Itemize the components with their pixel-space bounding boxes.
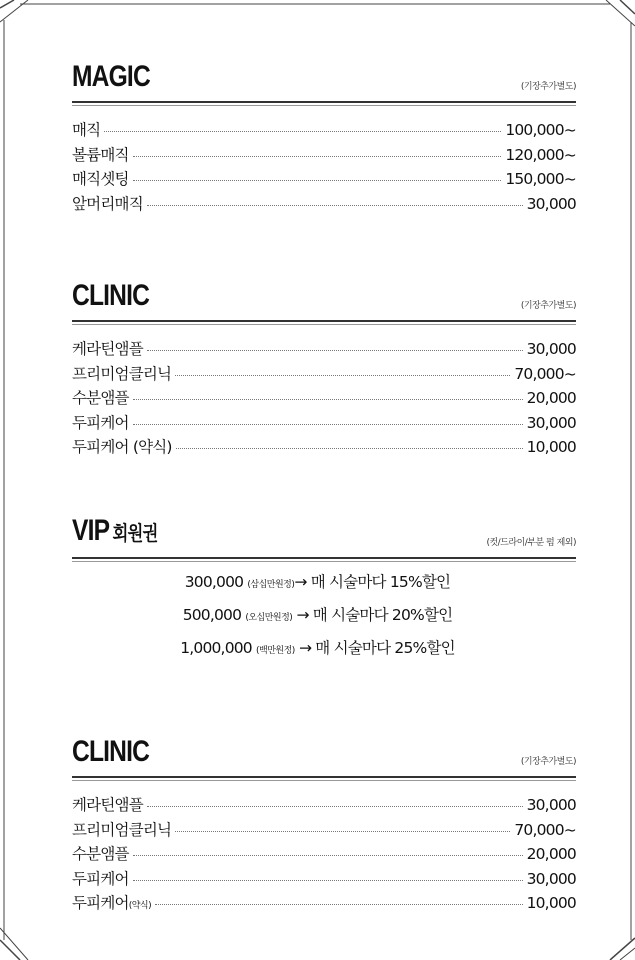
section-note: (기장추가별도) <box>520 757 576 767</box>
price-item <box>72 362 576 387</box>
item-price: 30,000 <box>526 340 576 358</box>
section-divider <box>72 776 576 781</box>
price-item <box>72 411 576 436</box>
section-header <box>72 277 576 311</box>
vip-subtitle: 회원권 <box>112 521 158 545</box>
dot-leader <box>133 180 502 181</box>
price-item <box>72 143 576 168</box>
item-name: 앞머리매직 <box>72 194 143 213</box>
section-title: CLINIC <box>72 279 150 312</box>
item-name: 매직셋팅 <box>72 170 129 188</box>
item-name: 수분앰플 <box>72 389 129 407</box>
item-name-suffix: (약식) <box>128 901 152 911</box>
item-name: 볼륨매직 <box>72 145 129 164</box>
item-name: 두피케어 <box>72 413 129 432</box>
price-list <box>72 337 576 460</box>
item-name: 수분앰플 <box>72 845 129 863</box>
vip-amount-note: (오십만원정) <box>245 613 293 623</box>
item-price: 70,000~ <box>514 820 576 839</box>
item-name: 매직 <box>72 121 101 139</box>
item-name-main: 두피케어 <box>72 894 129 912</box>
section-divider <box>72 101 576 106</box>
price-item <box>72 167 576 192</box>
dot-leader <box>133 399 523 400</box>
item-name: 케라틴앰플 <box>72 796 143 814</box>
vip-title: VIP <box>72 514 110 547</box>
vip-line <box>0 599 635 632</box>
price-list <box>72 118 576 216</box>
section-title: CLINIC <box>72 735 150 768</box>
item-price: 20,000 <box>526 389 576 407</box>
item-price: 10,000 <box>526 438 576 456</box>
vip-benefit: → 매 시술마다 25%할인 <box>298 639 455 657</box>
item-price: 30,000 <box>526 413 576 432</box>
item-price: 120,000~ <box>505 145 576 164</box>
vip-amount-note: (삼십만원정) <box>247 580 295 590</box>
dot-leader <box>175 831 510 832</box>
item-price: 30,000 <box>526 796 576 814</box>
price-item <box>72 867 576 892</box>
item-price: 70,000~ <box>514 364 576 383</box>
dot-leader <box>133 880 523 881</box>
price-item <box>72 118 576 143</box>
dot-leader <box>133 855 523 856</box>
vip-amount: 1,000,000 <box>180 639 252 657</box>
price-item <box>72 793 576 818</box>
item-price: 20,000 <box>526 845 576 863</box>
price-item <box>72 192 576 217</box>
item-price: 30,000 <box>526 869 576 888</box>
item-price: 100,000~ <box>505 121 576 139</box>
price-item <box>72 891 576 916</box>
dot-leader <box>155 904 522 905</box>
item-name <box>72 891 151 913</box>
section-header <box>72 733 576 767</box>
dot-leader <box>147 205 523 206</box>
price-item <box>72 435 576 460</box>
section-title: MAGIC <box>72 60 150 93</box>
price-list <box>72 793 576 916</box>
section-note: (컷/드라이/부분 펌 제외) <box>486 538 576 548</box>
item-price: 150,000~ <box>505 170 576 188</box>
item-name: 프리미엄클리닉 <box>72 364 172 383</box>
vip-line <box>0 566 635 599</box>
dot-leader <box>175 375 510 376</box>
section-clinic-2 <box>72 733 576 916</box>
section-note: (기장추가별도) <box>520 301 576 311</box>
item-name: 프리미엄클리닉 <box>72 820 172 839</box>
section-header <box>72 58 576 92</box>
section-note: (기장추가별도) <box>520 82 576 92</box>
section-header <box>72 514 576 548</box>
dot-leader <box>147 806 523 807</box>
section-clinic <box>72 277 576 460</box>
item-name: 두피케어 <box>72 869 129 888</box>
dot-leader <box>176 448 523 449</box>
item-name: 두피케어 (약식) <box>72 438 172 456</box>
dot-leader <box>133 424 523 425</box>
section-divider <box>72 320 576 325</box>
section-vip <box>72 514 576 562</box>
section-title <box>72 516 158 548</box>
vip-line <box>0 632 635 665</box>
item-price: 30,000 <box>526 194 576 213</box>
section-divider <box>72 557 576 562</box>
item-price: 10,000 <box>526 894 576 912</box>
vip-benefit: → 매 시술마다 15%할인 <box>294 573 451 591</box>
vip-benefit: → 매 시술마다 20%할인 <box>296 606 453 624</box>
dot-leader <box>104 131 501 132</box>
vip-amount: 300,000 <box>184 573 244 591</box>
vip-amount-note: (백만원정) <box>256 646 295 656</box>
dot-leader <box>147 350 523 351</box>
dot-leader <box>133 156 502 157</box>
item-name: 케라틴앰플 <box>72 340 143 358</box>
price-item <box>72 842 576 867</box>
vip-membership-list <box>0 566 635 665</box>
price-item <box>72 337 576 362</box>
price-item <box>72 818 576 843</box>
vip-amount: 500,000 <box>182 606 242 624</box>
section-magic <box>72 58 576 216</box>
price-item <box>72 386 576 411</box>
